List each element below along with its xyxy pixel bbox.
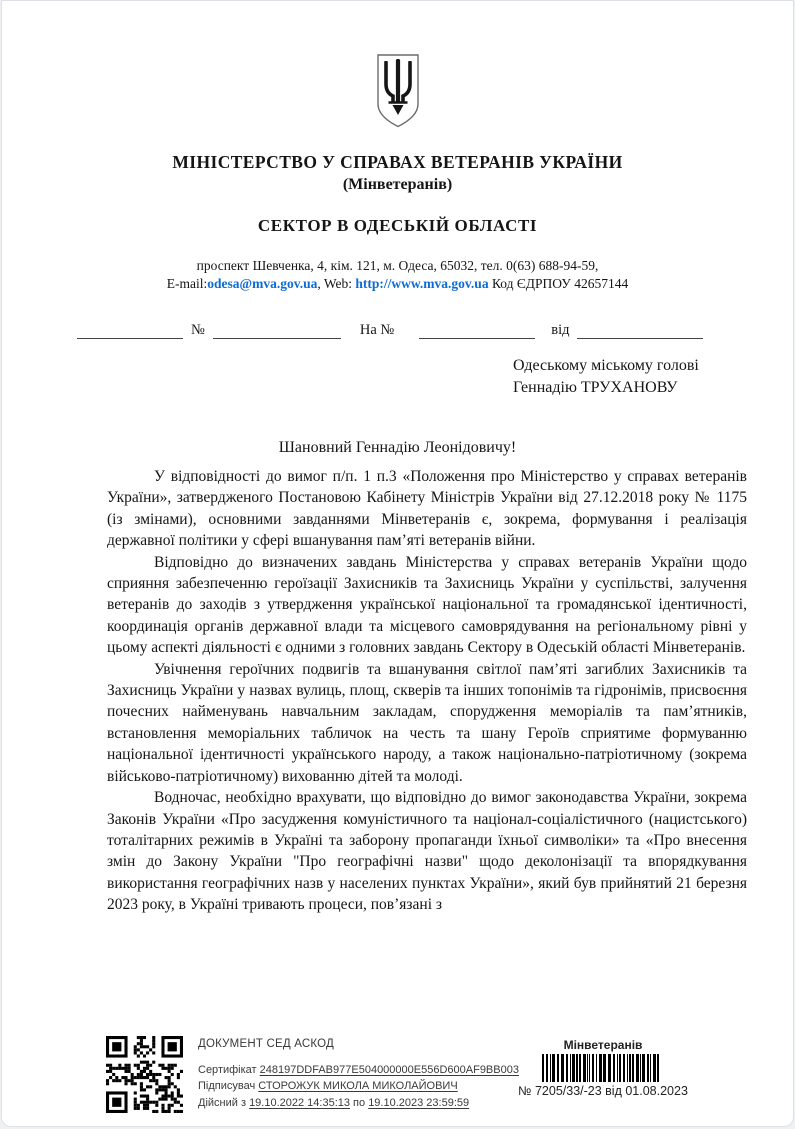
- incoming-number-label: На №: [359, 322, 395, 338]
- email-label: E-mail:: [166, 276, 208, 291]
- sed-system-label: ДОКУМЕНТ СЕД АСКОД: [198, 1038, 334, 1050]
- registration-stamp: [513, 1038, 693, 1098]
- stamp-barcode-icon: [513, 1054, 693, 1082]
- contact-block: [2, 257, 793, 293]
- incoming-number-blank: [419, 322, 535, 339]
- web-label: , Web:: [317, 276, 356, 291]
- ministry-title: МІНІСТЕРСТВО У СПРАВАХ ВЕТЕРАНІВ УКРАЇНИ: [172, 152, 623, 172]
- outgoing-number-label: №: [191, 322, 205, 338]
- paragraph: Увічнення героїчних подвигів та вшанування світлої пам’яті загиблих Захисників та Захисниць України у назвах вулиць, площ, скверів та інших топонімів та гідронімів, присвоєння почесних найменувань навчальним закладам, спорудження меморіалів та пам’ятників, встановлення меморіальних табличок на честь та шану Героїв сприятиме формуванню національної ідентичності українського народу, а також національно-патріотичному (зокрема військово-патріотичному) вихованню дітей та молоді.: [107, 660, 747, 785]
- validity-to: 19.10.2023 23:59:59: [368, 1096, 470, 1109]
- signer-name: СТОРОЖУК МИКОЛА МИКОЛАЙОВИЧ: [258, 1080, 458, 1092]
- certificate-label: Сертифікат: [198, 1063, 260, 1076]
- contact-links-line: [2, 275, 793, 293]
- footer: [2, 1034, 793, 1116]
- stamp-registration-number: № 7205/33/-23 від 01.08.2023: [518, 1084, 688, 1098]
- postal-address: проспект Шевченка, 4, кім. 121, м. Одеса, 65032, тел. 0(63) 688-94-59,: [196, 258, 599, 273]
- emblem-container: [2, 53, 793, 134]
- signer-line: [198, 1078, 528, 1095]
- recipient-position: Одеському міському голові: [513, 357, 699, 374]
- signer-label: Підписувач: [198, 1080, 259, 1092]
- department-title: СЕКТОР В ОДЕСЬКІЙ ОБЛАСТІ: [257, 216, 538, 235]
- validity-label: Дійсний з: [198, 1096, 250, 1109]
- certificate-line: [198, 1062, 528, 1079]
- incoming-date-blank: [577, 322, 703, 339]
- paragraph: Відповідно до визначених завдань Міністерства у справах ветеранів України щодо сприяння забезпеченню героїзації Захисників та Захисниць України у суспільстві, залучення ветеранів до заходів з утвердження української національної та громадянської ідентичності, координація органів державної влади та місцевого самоврядування на регіональному рівні у цьому аспекті діяльності є одними з головних завдань Сектору в Одеській області Мінветеранів.: [107, 553, 747, 657]
- signature-block: [198, 1036, 528, 1111]
- letter-body: [107, 466, 747, 916]
- validity-from: 19.10.2022 14:35:13: [249, 1096, 350, 1109]
- document-page: [1, 0, 794, 1127]
- email-link[interactable]: odesa@mva.gov.ua: [207, 276, 318, 291]
- stamp-organization: Мінветеранів: [563, 1038, 643, 1052]
- outgoing-date-blank: [77, 322, 183, 339]
- paragraph: Водночас, необхідно врахувати, що відповідно до вимог законодавства України, зокрема Законів України «Про засудження комуністичного та націонал-соціалістичного (нацистського) тоталітарних режимів в Україні та заборону пропаганди їхньої символіки» та «Про внесення змін до Закону України "Про географічні назви" щодо деколонізації та впорядкування використання географічних назв у населених пунктах України», який був прийнятий 21 березня 2023 року, в Україні тривають процеси, пов’язані з: [107, 789, 747, 914]
- ministry-short-name: (Мінветеранів): [342, 176, 453, 193]
- certificate-value: 248197DDFAB977E504000000E556D600AF9BB003: [259, 1063, 519, 1076]
- salutation: Шановний Геннадію Леонідовичу!: [278, 439, 517, 456]
- ukraine-trident-emblem-icon: [375, 53, 421, 134]
- edrpou-code: Код ЄДРПОУ 42657144: [488, 276, 629, 291]
- reference-line: [77, 322, 745, 339]
- web-link[interactable]: http://www.mva.gov.ua: [355, 276, 489, 291]
- incoming-date-label: від: [551, 322, 570, 338]
- validity-mid-label: по: [350, 1096, 369, 1109]
- qr-code: [106, 1036, 183, 1113]
- outgoing-number-blank: [213, 322, 341, 339]
- validity-line: [198, 1095, 528, 1112]
- paragraph: У відповідності до вимог п/п. 1 п.3 «Положення про Міністерство у справах ветеранів України», затвердженого Постановою Кабінету Міністрів України від 27.12.2018 року № 1175 (із змінами), основними завданнями Мінветеранів є, зокрема, формування і реалізація державної політики у сфері вшанування пам’яті ветеранів війни.: [107, 468, 747, 550]
- recipient-name: Геннадію ТРУХАНОВУ: [513, 378, 678, 396]
- recipient-block: [513, 355, 745, 398]
